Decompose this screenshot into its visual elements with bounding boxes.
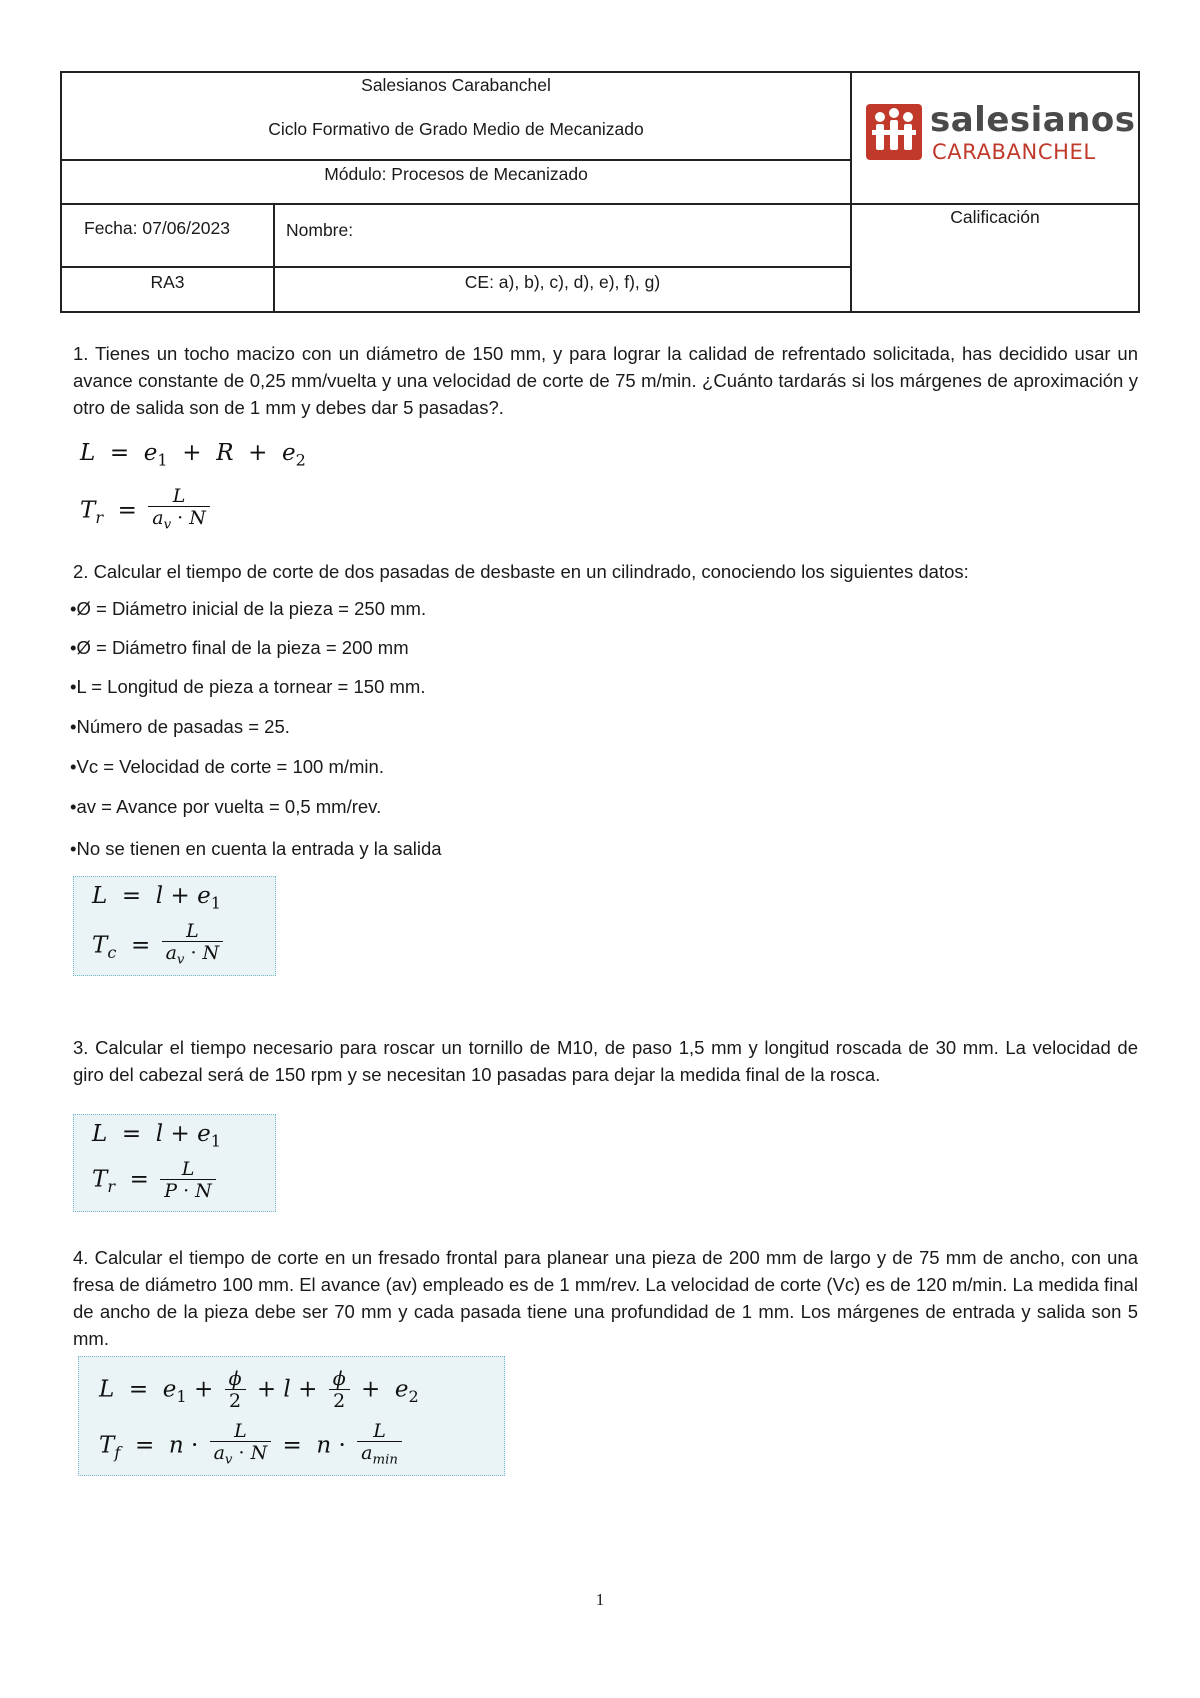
formula-q1-time: $T_r$ = $\frac{L}{a_v \cdot N}$ bbox=[80, 486, 214, 537]
formula-q3-time: $T_r$ = $\frac{L}{P \cdot N}$ bbox=[92, 1159, 220, 1202]
formula-q2-length: $L = l + e_1$ bbox=[92, 883, 221, 913]
ce-label: CE: a), b), c), d), e), f), g) bbox=[464, 272, 661, 292]
list-item: •Número de pasadas = 25. bbox=[70, 716, 290, 737]
logo-text-carabanchel: CARABANCHEL bbox=[932, 140, 1096, 164]
question-3: 3. Calcular el tiempo necesario para roscar un tornillo de M10, de paso 1,5 mm y longitud roscada de 30 mm. La velocidad de giro del cabezal será de 150 rpm y se necesitan 10 pasadas para dejar la medida final de la rosca. bbox=[73, 1037, 1138, 1085]
name-field: Nombre: bbox=[286, 220, 354, 240]
formula-q4 bbox=[78, 1356, 505, 1476]
logo-text-salesianos: salesianos bbox=[930, 100, 1136, 140]
formula-q2-time: $T_c$ = $\frac{L}{a_v \cdot N}$ bbox=[92, 921, 227, 972]
school-name: Salesianos Carabanchel bbox=[361, 75, 551, 95]
list-item: •No se tienen en cuenta la entrada y la salida bbox=[70, 838, 442, 859]
page-number: 1 bbox=[595, 1590, 605, 1609]
salesianos-logo bbox=[866, 100, 1136, 164]
list-item: •Ø = Diámetro inicial de la pieza = 250 mm. bbox=[70, 598, 427, 619]
formula-q4-time: $T_f = n$ · $\frac{L}{a_v \cdot N}$ = n · $\frac{L}{a_{min}}$ bbox=[99, 1421, 406, 1472]
formula-q1 bbox=[75, 440, 355, 540]
formula-q1-length: $L = e_1 + R + e_2$ bbox=[80, 440, 306, 470]
table-divider bbox=[273, 204, 275, 311]
formula-q3 bbox=[73, 1114, 276, 1212]
table-divider bbox=[62, 203, 1138, 205]
course-name: Ciclo Formativo de Grado Medio de Mecanizado bbox=[268, 119, 644, 139]
formula-q3-length: $L = l + e_1$ bbox=[92, 1121, 221, 1151]
question-1: 1. Tienes un tocho macizo con un diámetro de 150 mm, y para lograr la calidad de refrentado solicitada, has decidido usar un avance constante de 0,25 mm/vuelta y una velocidad de corte de 75 m/min. ¿Cuánto tardarás si los márgenes de aproximación y otro de salida son de 1 mm y debes dar 5 pasadas?. bbox=[73, 343, 1138, 418]
module-name: Módulo: Procesos de Mecanizado bbox=[324, 164, 588, 184]
table-divider bbox=[850, 73, 852, 311]
table-divider bbox=[62, 159, 850, 161]
question-2: 2. Calcular el tiempo de corte de dos pasadas de desbaste en un cilindrado, conociendo los siguientes datos: bbox=[73, 561, 969, 582]
list-item: •Ø = Diámetro final de la pieza = 200 mm bbox=[70, 637, 409, 658]
list-item: •Vc = Velocidad de corte = 100 m/min. bbox=[70, 756, 384, 777]
ra-label: RA3 bbox=[150, 272, 185, 292]
formula-q2 bbox=[73, 876, 276, 976]
formula-q4-length: $L = e_1$ + $\frac{\phi}{2}$ + l + $\frac{\phi}{2}$ + $e_2$ bbox=[99, 1368, 419, 1412]
question-4: 4. Calcular el tiempo de corte en un fresado frontal para planear una pieza de 200 mm de largo y de 75 mm de ancho, con una fresa de diámetro 100 mm. El avance (av) empleado es de 1 mm/rev. La velocidad de corte (Vc) es de 120 m/min. La medida final de ancho de la pieza debe ser 70 mm y cada pasada tiene una profundidad de 1 mm. Los márgenes de entrada y salida son 5 mm. bbox=[73, 1247, 1138, 1349]
list-item: •av = Avance por vuelta = 0,5 mm/rev. bbox=[70, 796, 382, 817]
table-divider bbox=[62, 266, 850, 268]
list-item: •L = Longitud de pieza a tornear = 150 mm. bbox=[70, 676, 426, 697]
grade-label: Calificación bbox=[950, 207, 1040, 227]
logo-emblem-icon bbox=[866, 104, 922, 160]
date-field: Fecha: 07/06/2023 bbox=[84, 218, 230, 238]
